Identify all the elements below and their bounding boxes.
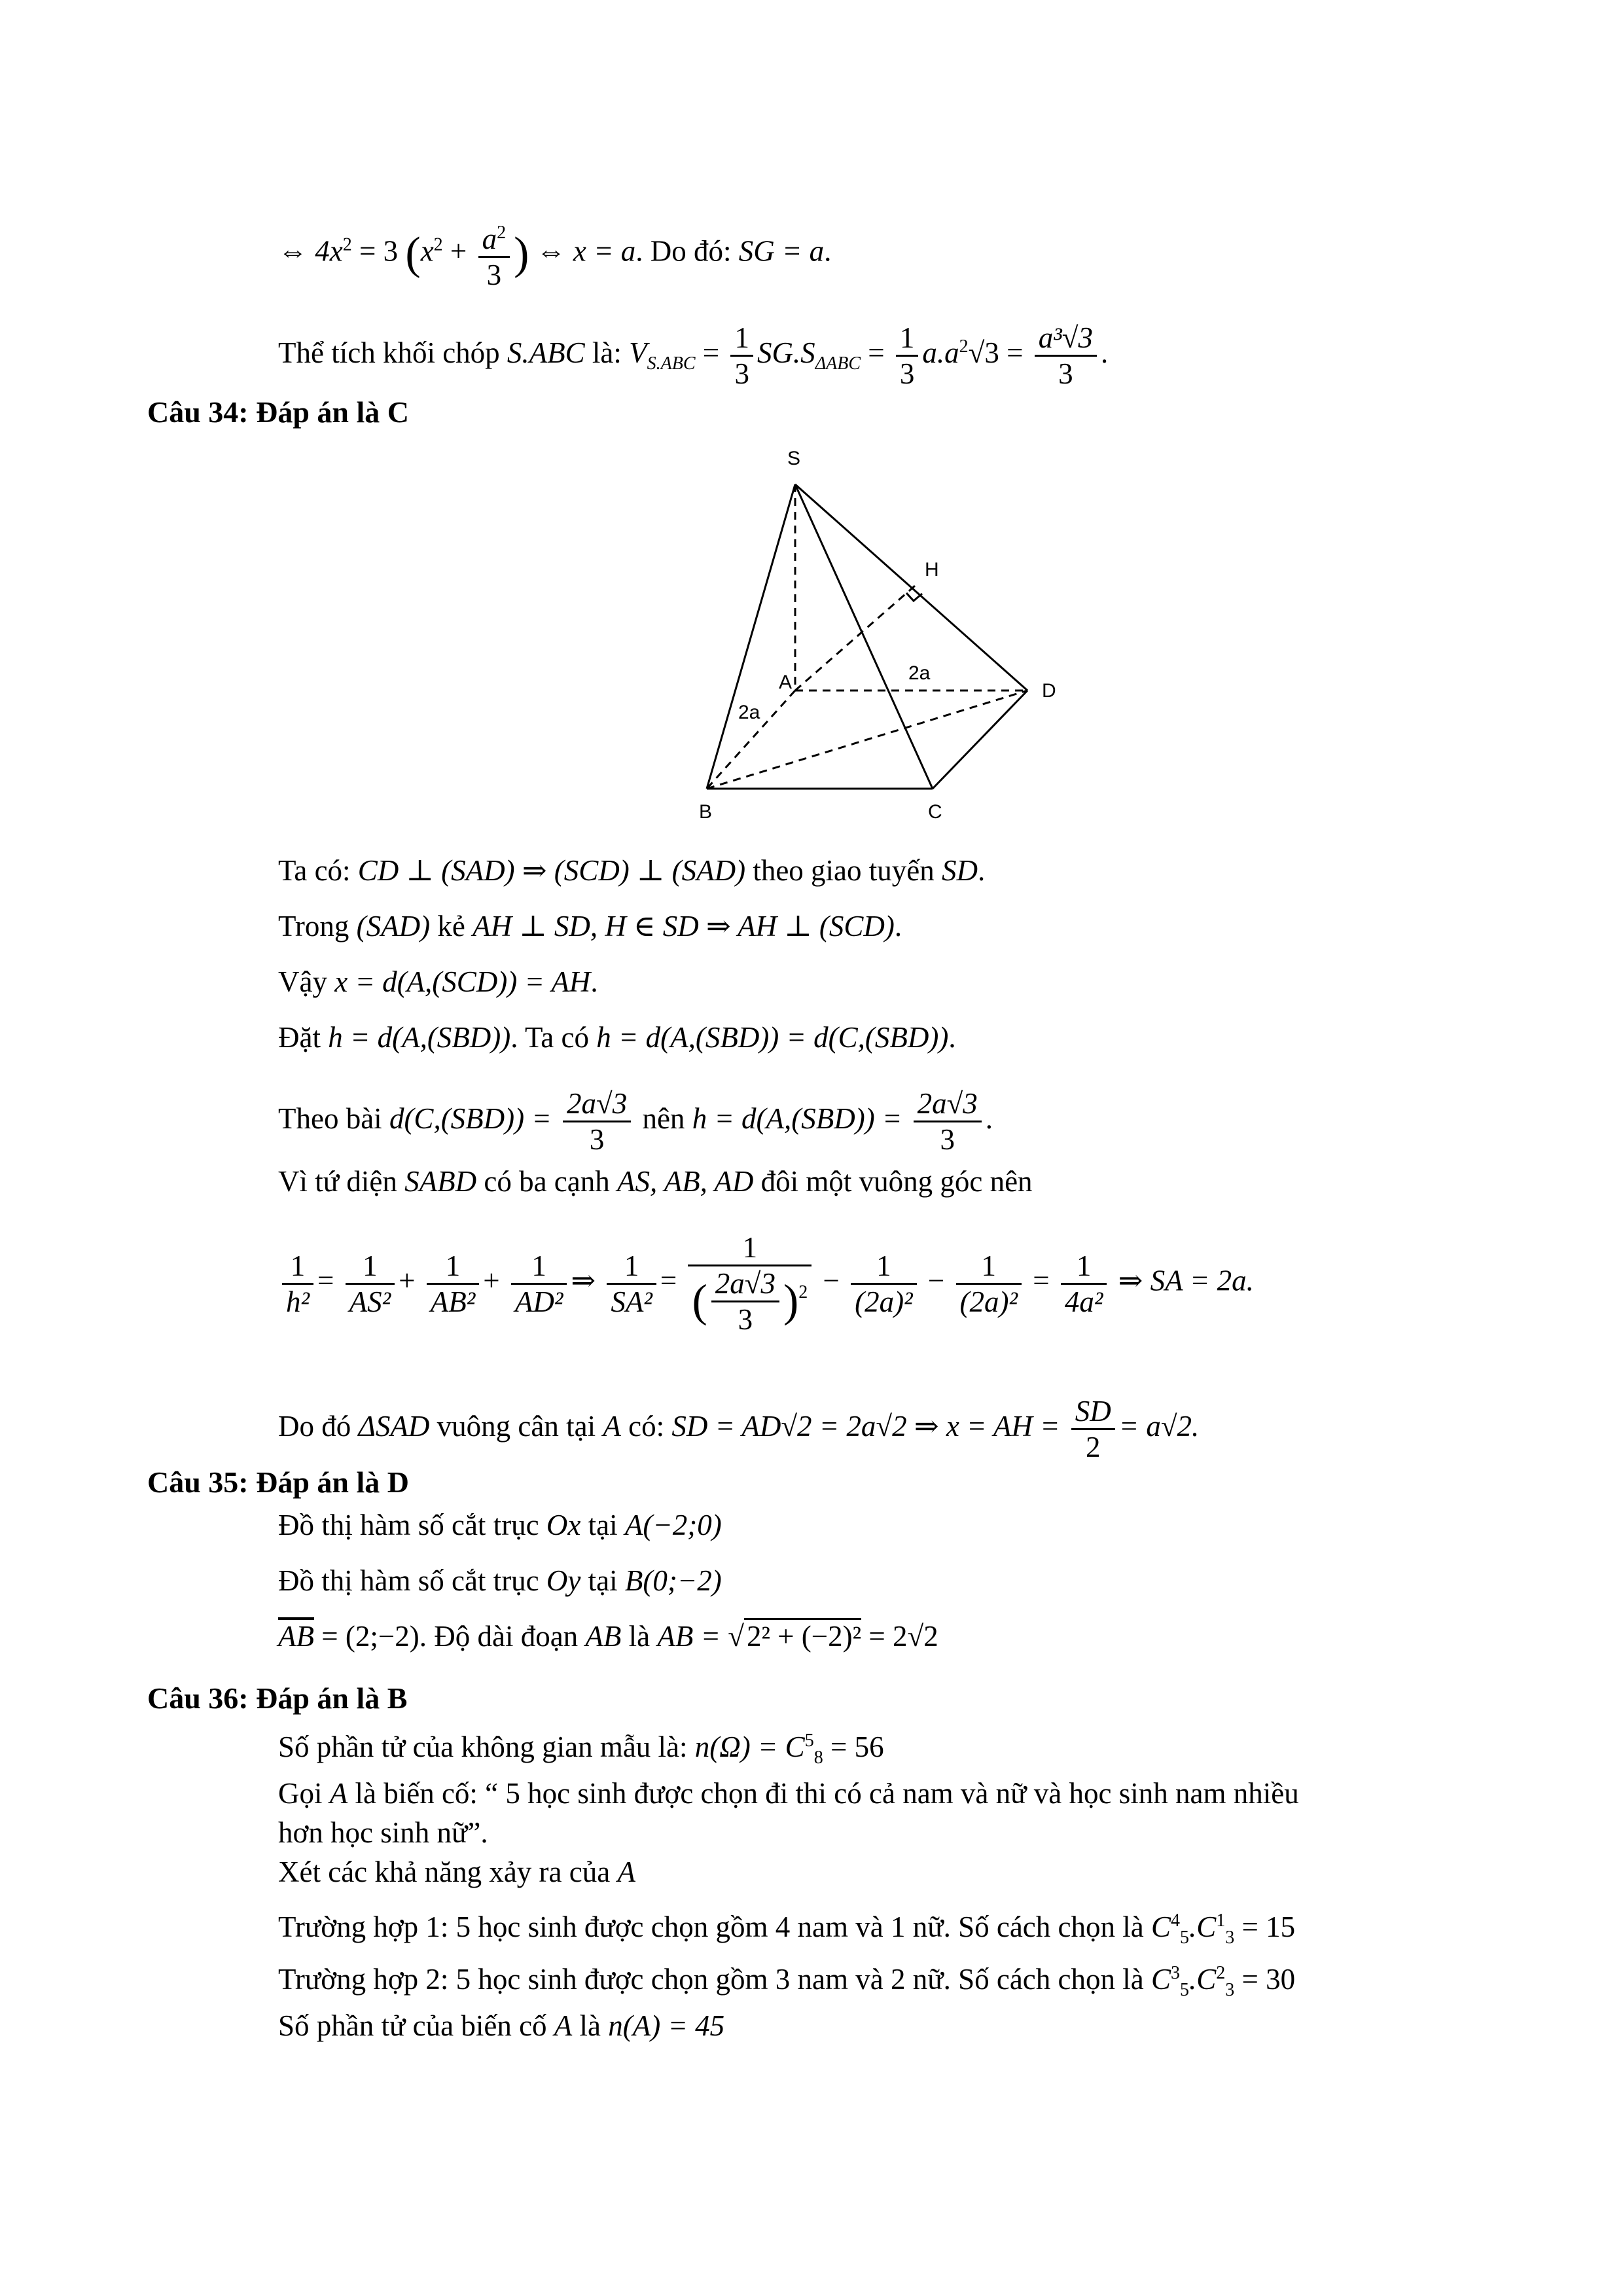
fraction-a2-over-3: $\frac{a^2}{3}$	[478, 216, 510, 292]
label-B: B	[699, 801, 713, 823]
q34-line-8: Do đó ΔSAD vuông cân tại A có: SD = AD√2 = 2a√2 ⇒ x = AH = $\frac{SD}{2}$ = a√2.	[278, 1395, 1200, 1463]
q34-line-4: Đặt h = d(A,(SBD)). Ta có h = d(A,(SBD)) = d(C,(SBD)).	[278, 1021, 956, 1054]
q35-line-2: Đồ thị hàm số cắt trục Oy tại B(0;−2)	[278, 1564, 722, 1597]
label-D: D	[1042, 680, 1056, 702]
q34-line-7-equation: $\frac{1}{\text{h²}}$ = $\frac{1}{\text{AS²}}$ + $\frac{1}{\text{AB²}}$ + $\frac{1}{\text{AD²}}$ ⇒ $\frac{1}{\text{SA²}}$ = 1 ( $\frac{2a√3}{3}$ )$^2$ − $\frac{1}{\text{(2a)²}}$ − $\frac{1}{\text{(2a)²}}$ = $\frac{1}{\text{4a²}}$ ⇒ SA = 2a.	[278, 1230, 1254, 1336]
label-A: A	[779, 672, 793, 693]
q35-line-1: Đồ thị hàm số cắt trục Ox tại A(−2;0)	[278, 1509, 722, 1541]
q34-line-2: Trong (SAD) kẻ AH ⊥ SD, H ∈ SD ⇒ AH ⊥ (SCD).	[278, 910, 902, 942]
q34-heading: Câu 34: Đáp án là C	[147, 395, 410, 429]
segment-AH	[795, 586, 915, 691]
q33-equation-line: ⇔ $4x^2 = 3$ ($x^2$ + $\frac{a^2}{3}$ ) ⇔ x = a. Do đó: SG = a.	[278, 216, 831, 292]
q34-line-1: Ta có: CD ⊥ (SAD) ⇒ (SCD) ⊥ (SAD) theo giao tuyến SD.	[278, 854, 986, 887]
label-AB-length: 2a	[738, 702, 760, 723]
q36-heading: Câu 36: Đáp án là B	[147, 1681, 408, 1715]
q36-line-5: Trường hợp 1: 5 học sinh được chọn gồm 4 nam và 1 nữ. Số cách chọn là $C^4_5.C^1_3 = 15$	[278, 1910, 1296, 1948]
label-H: H	[925, 559, 939, 581]
q36-line-2: Gọi A là biến cố: “ 5 học sinh được chọn đi thi có cả nam và nữ và học sinh nam nhiều	[278, 1777, 1299, 1810]
edge-SB	[707, 484, 795, 789]
q36-line-7: Số phần tử của biến cố A là n(A) = 45	[278, 2009, 725, 2042]
q35-line-3: $\overline{AB}$ = (2;−2). Độ dài đoạn AB là AB = √2² + (−2)² = 2√2	[278, 1617, 938, 1656]
pyramid-figure	[681, 432, 1099, 831]
q36-line-4: Xét các khả năng xảy ra của A	[278, 1856, 635, 1888]
q34-line-5: Theo bài d(C,(SBD)) = $\frac{2a√3}{3}$ nên h = d(A,(SBD)) = $\frac{2a√3}{3}$ .	[278, 1087, 993, 1156]
q35-heading: Câu 35: Đáp án là D	[147, 1465, 410, 1499]
q36-line-6: Trường hợp 2: 5 học sinh được chọn gồm 3 nam và 2 nữ. Số cách chọn là $C^3_5.C^2_3 = 30$	[278, 1963, 1296, 2000]
q36-line-3: hơn học sinh nữ”.	[278, 1816, 488, 1849]
q36-line-1: Số phần tử của không gian mẫu là: $n(\Omega) = C^5_8 = 56$	[278, 1731, 884, 1768]
edge-CD	[933, 691, 1027, 789]
q34-line-6: Vì tứ diện SABD có ba cạnh AS, AB, AD đôi một vuông góc nên	[278, 1165, 1033, 1198]
label-AD-length: 2a	[908, 662, 931, 684]
label-S: S	[787, 448, 801, 469]
label-C: C	[928, 801, 942, 823]
q34-line-3: Vậy x = d(A,(SCD)) = AH.	[278, 965, 598, 998]
edge-SC	[795, 484, 933, 789]
q33-volume-line: Thể tích khối chóp S.ABC là: $V_{S.ABC}$ = $\frac{1}{3}$ $SG.S_{\Delta ABC}$ = $\frac{1}{3}$ $a.a^2√3$ = $\frac{\text{a³√3}}{3}$ .	[278, 321, 1109, 390]
